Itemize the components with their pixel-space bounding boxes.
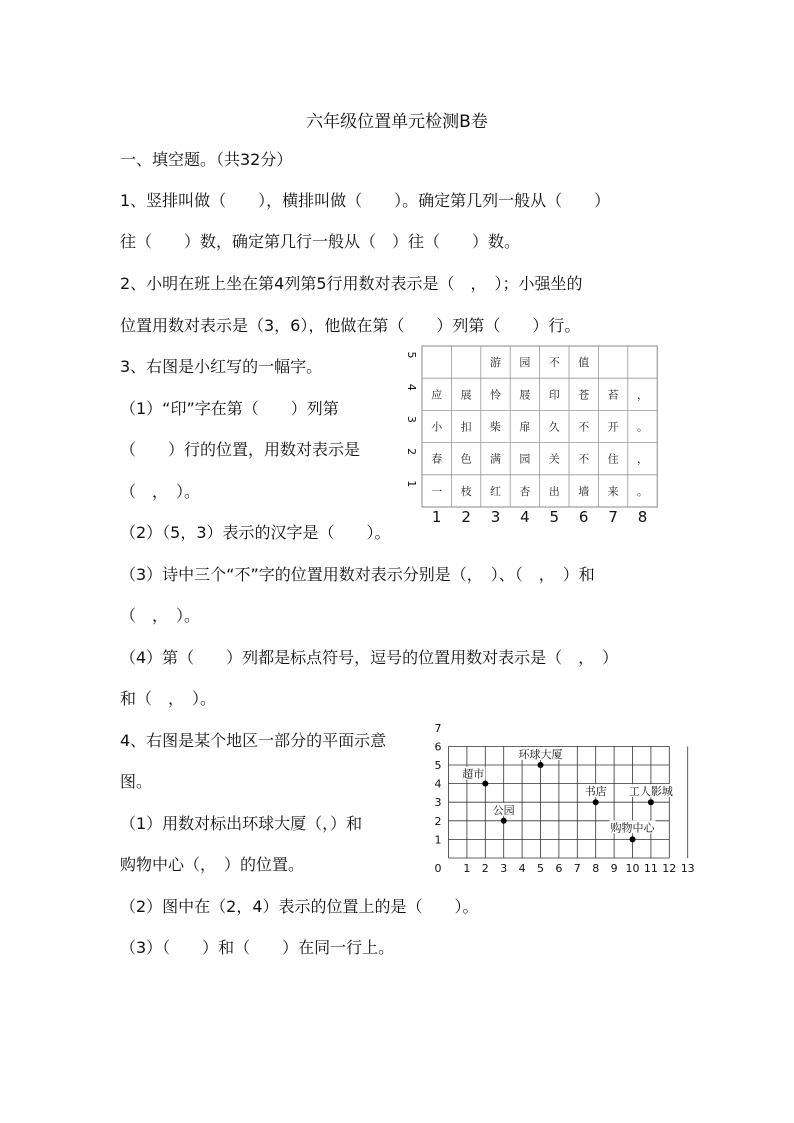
- map-point-label: 公园: [492, 803, 515, 817]
- poem-character: 扉: [519, 420, 531, 434]
- map-point: [648, 799, 654, 805]
- poem-character: 关: [548, 452, 560, 466]
- poem-row-label: 2: [405, 448, 418, 456]
- question-4-part-2: （2）图中在（2，4）表示的位置上的是（ ）。: [120, 897, 479, 916]
- map-x-tick: 6: [555, 862, 563, 875]
- map-grid: [424, 722, 700, 876]
- poem-character: 游: [490, 356, 501, 370]
- poem-column-label: 2: [461, 508, 471, 526]
- question-4-part-1-line-2: 购物中心（， ）的位置。: [120, 855, 305, 874]
- poem-character: ，: [637, 388, 648, 402]
- map-y-tick: 2: [434, 814, 442, 828]
- poem-character: 住: [607, 452, 619, 466]
- poem-row-label: 5: [405, 351, 418, 359]
- poem-character: 杏: [519, 484, 531, 498]
- poem-character: 色: [460, 452, 472, 466]
- question-3-part-4-line-2: 和（ ， ）。: [120, 689, 217, 708]
- poem-character: 怜: [490, 388, 501, 402]
- poem-character: 小: [431, 420, 443, 434]
- poem-character: 红: [490, 484, 501, 498]
- poem-character: 来: [607, 484, 619, 498]
- map-point: [482, 781, 488, 787]
- poem-character: 苔: [607, 388, 619, 402]
- question-1-line-2: 往（ ）数，确定第几行一般从（ ）往（ ）数。: [120, 232, 521, 251]
- map-x-tick: 5: [537, 862, 544, 875]
- poem-character: 满: [490, 452, 501, 466]
- question-3-part-4-line-1: （4）第（ ）列都是标点符号，逗号的位置用数对表示是（ ， ）: [120, 648, 619, 667]
- poem-row-label: 4: [405, 383, 418, 391]
- map-y-tick: 1: [434, 833, 442, 847]
- poem-character: 春: [431, 452, 443, 466]
- map-x-tick: 9: [610, 862, 618, 875]
- map-y-tick: 3: [434, 796, 442, 810]
- map-y-tick: 5: [434, 759, 442, 772]
- question-4-part-3: （3）（ ）和（ ）在同一行上。: [120, 938, 395, 957]
- poem-column-label: 3: [490, 508, 501, 526]
- question-3-intro: 3、右图是小红写的一幅字。: [120, 357, 323, 376]
- map-x-tick: 2: [481, 862, 489, 875]
- section-heading: 一、填空题。（共32分）: [120, 150, 293, 169]
- map-x-tick: 3: [500, 862, 508, 875]
- map-y-tick: 7: [434, 722, 442, 735]
- question-2-line-2: 位置用数对表示是（3，6），他做在第（ ）列第（ ）行。: [120, 316, 581, 335]
- map-y-tick: 6: [434, 740, 442, 754]
- question-3-part-1-line-3: （ ， ）。: [120, 482, 201, 501]
- poem-character: 应: [431, 388, 443, 402]
- poem-character: 枝: [460, 484, 472, 498]
- poem-character: ，: [637, 452, 648, 466]
- question-1-line-1: 1、竖排叫做（ ），横排叫做（ ）。确定第几列一般从（ ）: [120, 191, 611, 210]
- poem-column-label: 6: [578, 508, 589, 526]
- poem-character: 苍: [578, 388, 590, 402]
- poem-character: 不: [548, 356, 560, 370]
- question-2-line-1: 2、小明在班上坐在第4列第5行用数对表示是（ ， ）；小强坐的: [120, 274, 583, 293]
- map-point: [630, 836, 636, 842]
- map-point: [538, 762, 544, 768]
- poem-character: 园: [519, 356, 531, 370]
- poem-character: 不: [578, 420, 590, 434]
- poem-column-label: 1: [431, 508, 442, 526]
- poem-character: 展: [460, 388, 472, 402]
- poem-character: 扣: [460, 420, 472, 434]
- map-x-tick: 1: [463, 862, 471, 875]
- poem-column-label: 4: [520, 508, 530, 526]
- poem-character: 屐: [519, 388, 531, 402]
- page-title: 六年级位置单元检测B卷: [306, 112, 488, 132]
- question-4-part-1-line-1: （1）用数对标出环球大厦（，）和: [120, 814, 363, 833]
- map-x-tick: 4: [518, 862, 526, 875]
- question-4-intro-line-2: 图。: [120, 772, 153, 791]
- question-3-part-2: （2）（5，3）表示的汉字是（ ）。: [120, 523, 391, 542]
- map-y-tick: 4: [434, 777, 442, 791]
- map-point-label: 环球大厦: [518, 748, 563, 761]
- question-3-part-3-line-1: （3）诗中三个“不”字的位置用数对表示分别是（， ）、（ ， ）和: [120, 565, 595, 584]
- question-3-part-3-line-2: （ ， ）。: [120, 606, 201, 625]
- map-point-label: 书店: [584, 785, 607, 799]
- map-x-tick: 10: [625, 862, 640, 875]
- poem-row-label: 1: [405, 480, 418, 488]
- map-point: [501, 818, 507, 824]
- poem-character: 值: [578, 356, 590, 370]
- poem-character: 。: [637, 420, 648, 434]
- poem-character: 一: [431, 484, 443, 498]
- map-x-tick: 8: [592, 862, 600, 875]
- map-point-label: 超市: [462, 767, 485, 781]
- poem-character: 不: [578, 452, 590, 466]
- question-4-intro-line-1: 4、右图是某个地区一部分的平面示意: [120, 731, 387, 750]
- poem-grid: [404, 342, 676, 526]
- poem-character: 。: [637, 484, 648, 498]
- poem-column-label: 8: [637, 508, 648, 526]
- map-x-tick: 11: [643, 862, 658, 875]
- poem-character: 开: [607, 420, 619, 434]
- map-x-tick: 12: [662, 862, 677, 875]
- poem-character: 柴: [490, 420, 501, 434]
- poem-row-label: 3: [405, 415, 418, 423]
- map-x-tick: 0: [434, 862, 442, 875]
- map-point-label: 工人影城: [628, 785, 673, 799]
- poem-character: 墙: [578, 484, 590, 498]
- map-x-tick: 13: [680, 862, 695, 875]
- poem-character: 园: [519, 452, 531, 466]
- poem-character: 久: [548, 420, 560, 434]
- map-point: [593, 799, 599, 805]
- poem-character: 印: [548, 388, 560, 402]
- question-3-part-1-line-2: （ ）行的位置，用数对表示是: [120, 440, 361, 459]
- map-x-tick: 7: [573, 862, 581, 875]
- map-point-label: 购物中心: [610, 821, 655, 835]
- poem-column-label: 7: [608, 508, 618, 526]
- poem-column-label: 5: [549, 508, 560, 526]
- poem-character: 出: [548, 484, 560, 498]
- question-3-part-1-line-1: （1）“印”字在第（ ）列第: [120, 399, 339, 418]
